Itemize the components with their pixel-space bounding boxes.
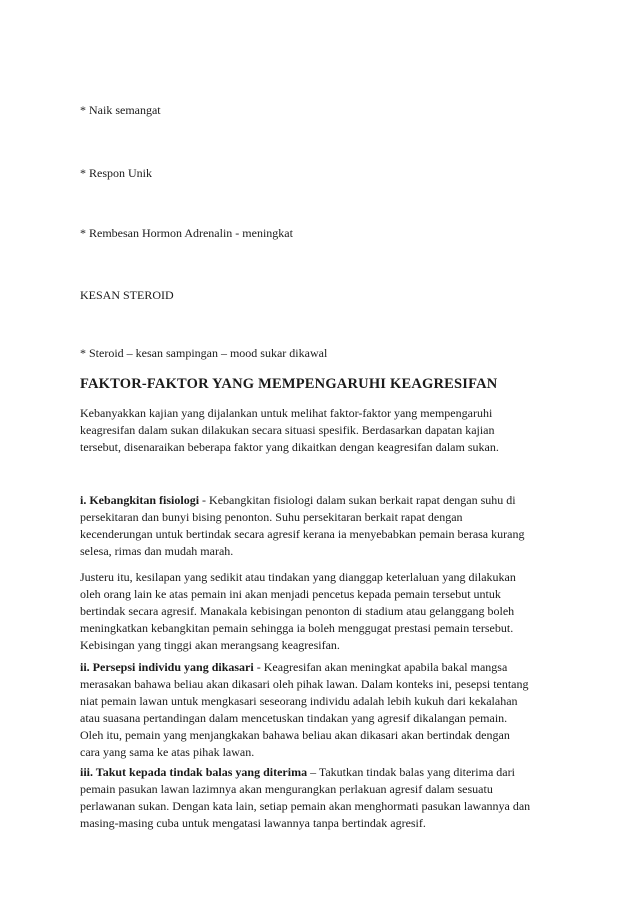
factor3-first-line (80, 764, 570, 781)
factor2-line: merasakan bahawa beliau akan dikasari oleh pihak lawan. Dalam konteks ini, pesepsi tentang (80, 677, 529, 691)
factor2-paragraph (80, 659, 570, 761)
bullet-rembesan-hormon: * Rembesan Hormon Adrenalin - meningkat (80, 226, 293, 240)
factor1-line: persekitaran dan bunyi bising penonton. Suhu persekitaran berkait rapat dengan (80, 510, 463, 524)
bullet-respon-unik: * Respon Unik (80, 166, 152, 180)
section-heading: FAKTOR-FAKTOR YANG MEMPENGARUHI KEAGRESIFAN (80, 376, 498, 392)
factor3-line: masing-masing cuba untuk mengatasi lawannya tanpa bertindak agresif. (80, 816, 426, 830)
factor2-first-rest: - Keagresifan akan meningkat apabila bakal mangsa (253, 660, 508, 674)
factor1-continuation-paragraph (80, 569, 570, 654)
factor2-title: ii. Persepsi individu yang dikasari (80, 660, 254, 674)
factor1b-line: Justeru itu, kesilapan yang sedikit atau tindakan yang dianggap keterlaluan yang dilakukan (80, 570, 516, 584)
factor2-line: niat pemain lawan untuk mengkasari seseorang individu adalah lebih kukuh dari kekalahan (80, 694, 518, 708)
factor3-line: perlawanan sukan. Dengan kata lain, setiap pemain akan menghormati pasukan lawannya dan (80, 799, 531, 813)
bullet-steroid: * Steroid – kesan sampingan – mood sukar dikawal (80, 346, 328, 360)
factor2-first-line (80, 659, 570, 676)
factor1b-line: oleh orang lain ke atas pemain ini akan menjadi pencetus kepada pemain tersebut untuk (80, 587, 501, 601)
factor1-line: selesa, rimas dan mudah marah. (80, 544, 234, 558)
factor2-line: atau suasana pertandingan dalam mencetuskan tindakan yang agresif dikalangan pemain. (80, 711, 508, 725)
factor1-title: i. Kebangkitan fisiologi (80, 493, 200, 507)
intro-line: tersebut, disenaraikan beberapa faktor yang dikaitkan dengan keagresifan dalam sukan. (80, 440, 499, 454)
factor2-line: cara yang sama ke atas pihak lawan. (80, 745, 255, 759)
factor1-paragraph (80, 492, 570, 560)
factor1-line: kecenderungan untuk bertindak secara agresif kerana ia menyebabkan pemain berasa kurang (80, 527, 525, 541)
factor3-paragraph (80, 764, 570, 832)
factor1b-line: Kebisingan yang tinggi akan merangsang keagresifan. (80, 638, 340, 652)
factor3-first-rest: – Takutkan tindak balas yang diterima dari (307, 765, 515, 779)
factor1-first-line (80, 492, 570, 509)
intro-line: keagresifan dalam sukan dilakukan secara situasi spesifik. Berdasarkan dapatan kajian (80, 423, 495, 437)
factor3-title: iii. Takut kepada tindak balas yang diterima (80, 765, 308, 779)
factor3-line: pemain pasukan lawan lazimnya akan mengurangkan perlakuan agresif dalam sesuatu (80, 782, 493, 796)
section-kesan-steroid: KESAN STEROID (80, 288, 174, 302)
bullet-naik-semangat: * Naik semangat (80, 103, 161, 117)
intro-paragraph (80, 405, 570, 456)
factor1-first-rest: - Kebangkitan fisiologi dalam sukan berkait rapat dengan suhu di (199, 493, 516, 507)
factor1b-line: bertindak secara agresif. Manakala kebisingan penonton di stadium atau gelanggang boleh (80, 604, 515, 618)
factor1b-line: meningkatkan kebangkitan pemain sehingga ia boleh menggugat prestasi pemain tersebut. (80, 621, 514, 635)
factor2-line: Oleh itu, pemain yang menjangkakan bahawa beliau akan dikasari akan bertindak dengan (80, 728, 510, 742)
intro-line: Kebanyakkan kajian yang dijalankan untuk melihat faktor-faktor yang mempengaruhi (80, 406, 493, 420)
